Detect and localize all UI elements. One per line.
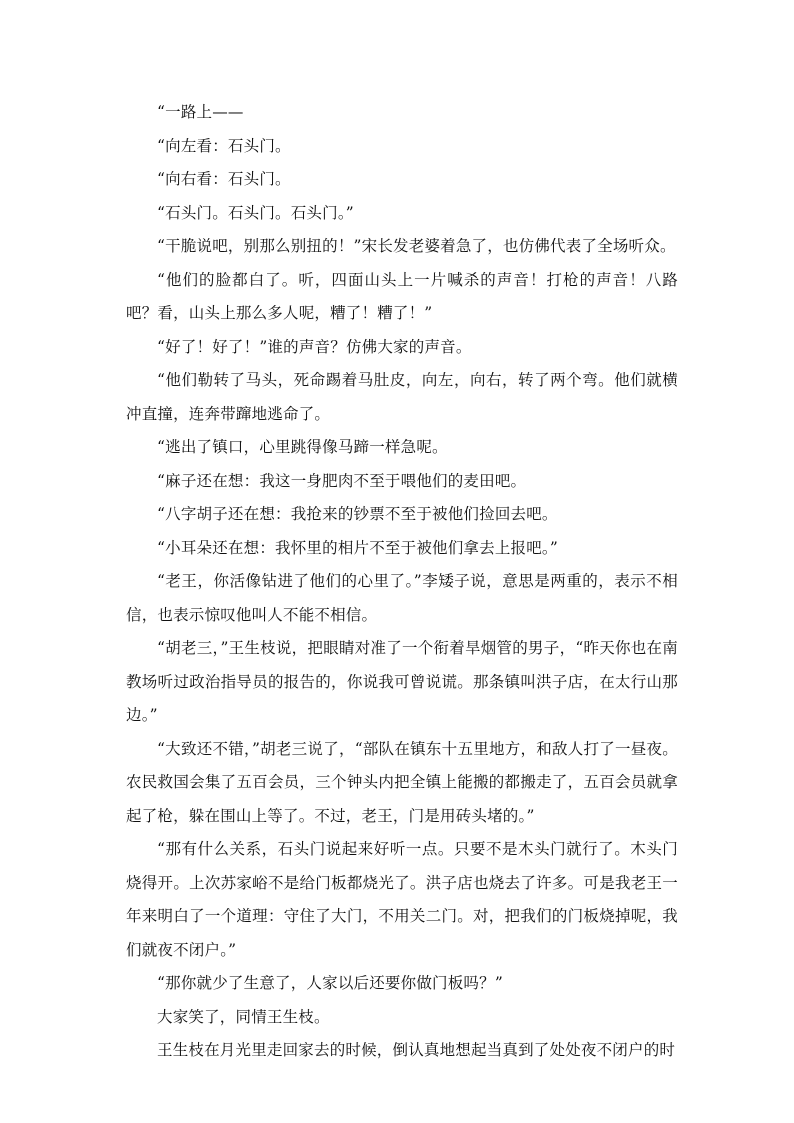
paragraph-15: “大致还不错，”胡老三说了，“部队在镇东十五里地方，和敌人打了一昼夜。农民救国会集了五百会员，三个钟头内把全镇上能搬的都搬走了，五百会员就拿起了枪，躲在围山上等了。不过，老王，门是用砖头堵的。” xyxy=(126,739,678,825)
paragraph-7: “好了！好了！”谁的声音？仿佛大家的声音。 xyxy=(157,337,472,356)
paragraph-9: “逃出了镇口，心里跳得像马蹄一样急呢。 xyxy=(157,438,448,456)
paragraph-18: 大家笑了，同情王生枝。 xyxy=(157,1007,330,1026)
paragraph-19: 王生枝在月光里走回家去的时候，倒认真地想起当真到了处处夜不闭户的时 xyxy=(157,1041,676,1059)
paragraph-6: “他们的脸都白了。听，四面山头上一片喊杀的声音！打枪的声音！八路吧？看，山头上那么多人呢，糟了！糟了！” xyxy=(126,270,678,322)
paragraph-1: “一路上—— xyxy=(157,103,244,121)
paragraph-16: “那有什么关系，石头门说起来好听一点。只要不是木头门就行了。木头门烧得开。上次苏家峪不是给门板都烧光了。洪子店也烧去了许多。可是我老王一年来明白了一个道理：守住了大门，不用关二门。对，把我们的门板烧掉呢，我们就夜不闭户。” xyxy=(126,840,678,959)
paragraph-4: “石头门。石头门。石头门。” xyxy=(157,203,354,222)
paragraph-10: “麻子还在想：我这一身肥肉不至于喂他们的麦田吧。 xyxy=(157,471,527,490)
paragraph-14: “胡老三，”王生枝说，把眼睛对准了一个衔着旱烟管的男子，“昨天你也在南教场听过政治指导员的报告的，你说我可曾说谎。那条镇叫洪子店，在太行山那边。” xyxy=(126,639,678,724)
paragraph-12: “小耳朵还在想：我怀里的相片不至于被他们拿去上报吧。” xyxy=(157,538,558,557)
paragraph-3: “向右看：石头门。 xyxy=(157,170,291,188)
paragraph-11: “八字胡子还在想：我抢来的钞票不至于被他们捡回去吧。 xyxy=(157,505,558,523)
paragraph-13: “老王，你活像钻进了他们的心里了。”李矮子说，意思是两重的，表示不相信，也表示惊叹他叫人不能不相信。 xyxy=(126,572,678,624)
paragraph-2: “向左看：石头门。 xyxy=(157,136,291,155)
story-text xyxy=(126,96,678,1068)
paragraph-17: “那你就少了生意了，人家以后还要你做门板吗？” xyxy=(157,974,503,992)
paragraph-5: “干脆说吧，别那么别扭的！”宋长发老婆着急了，也仿佛代表了全场听众。 xyxy=(157,237,676,255)
paragraph-8: “他们勒转了马头，死命踢着马肚皮，向左，向右，转了两个弯。他们就横冲直撞，连奔带蹿地逃命了。 xyxy=(126,371,678,423)
